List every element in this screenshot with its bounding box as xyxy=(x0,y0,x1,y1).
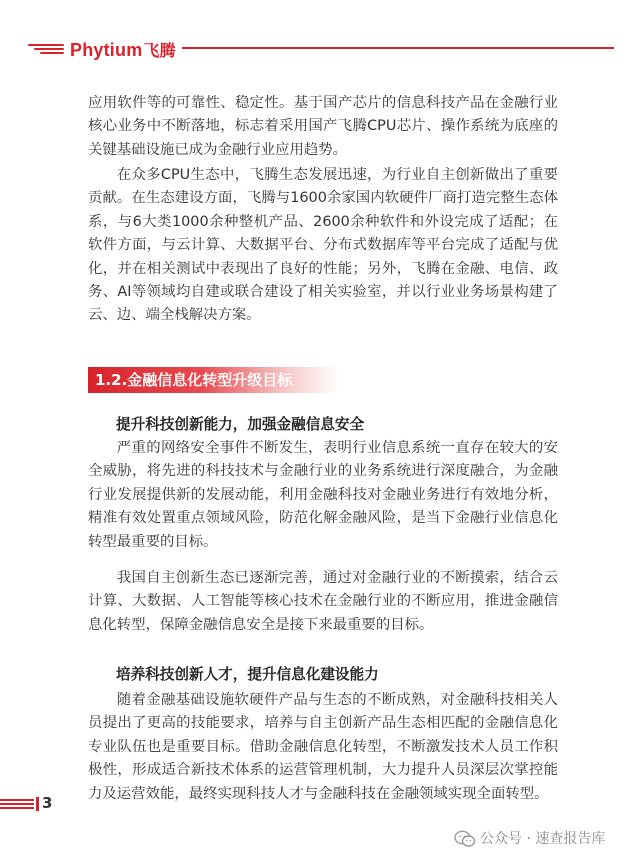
logo-en: Phytium xyxy=(70,40,143,60)
paragraph-5: 随着金融基础设施软硬件产品与生态的不断成熟，对金融科技相关人员提出了更高的技能要求，培养与自主创新产品生态相匹配的金融信息化专业队伍也是重要目标。借助金融信息化转型，不断激发技术人员工作积极性，形成适合新技术体系的运营管理机制，大力提升人员深层次掌控能力及运营效能，最终实现科技人才与金融科技在金融领域实现全面转型。 xyxy=(88,692,558,802)
paragraph-1: 应用软件等的可靠性、稳定性。基于国产芯片的信息科技产品在金融行业核心业务中不断落地，标志着采用国产飞腾CPU芯片、操作系统为底座的关键基础设施已成为金融行业应用趋势。 xyxy=(88,95,558,158)
page-header xyxy=(0,38,640,58)
page-number-marker xyxy=(36,797,39,811)
paragraph-3: 严重的网络安全事件不断发生，表明行业信息系统一直存在较大的安全威胁，将先进的科技技术与金融行业的业务系统进行深度融合，为金融行业发展提供新的发展动能，利用金融科技对金融业务进行有效地分析，精准有效处置重点领域风险，防范化解金融风险，是当下金融行业信息化转型最重要的目标。 xyxy=(88,440,558,550)
header-stripes xyxy=(28,44,64,56)
section-heading-bar xyxy=(88,367,338,393)
header-rule xyxy=(182,47,614,49)
page-number: 3 xyxy=(42,794,53,812)
subheading-2: 培养科技创新人才，提升信息化建设能力 xyxy=(116,666,379,683)
paragraph-4: 我国自主创新生态已逐渐完善，通过对金融行业的不断摸索，结合云计算、大数据、人工智能等核心技术在金融行业的不断应用，推进金融信息化转型，保障金融信息安全是接下来最重要的目标。 xyxy=(88,570,558,633)
paragraph-2: 在众多CPU生态中，飞腾生态发展迅速，为行业自主创新做出了重要贡献。在生态建设方面，飞腾与1600余家国内软硬件厂商打造完整生态体系，与6大类1000余种整机产品、2600余种软件和外设完成了适配；在软件方面，与云计算、大数据平台、分布式数据库等平台完成了适配与优化，并在相关测试中表现出了良好的性能；另外，飞腾在金融、电信、政务、AI等领域均自建或联合建设了相关实验室，并以行业业务场景构建了云、边、端全栈解决方案。 xyxy=(88,167,558,324)
subheading-1: 提升科技创新能力，加强金融信息安全 xyxy=(116,416,365,433)
page-number-stripes xyxy=(0,799,34,809)
watermark-text: 公众号 · 速查报告库 xyxy=(480,831,606,847)
logo-cn: 飞腾 xyxy=(143,43,176,60)
phytium-logo xyxy=(70,38,176,61)
wechat-icon xyxy=(454,830,476,848)
section-title: 1.2.金融信息化转型升级目标 xyxy=(95,371,293,389)
watermark xyxy=(454,828,605,850)
